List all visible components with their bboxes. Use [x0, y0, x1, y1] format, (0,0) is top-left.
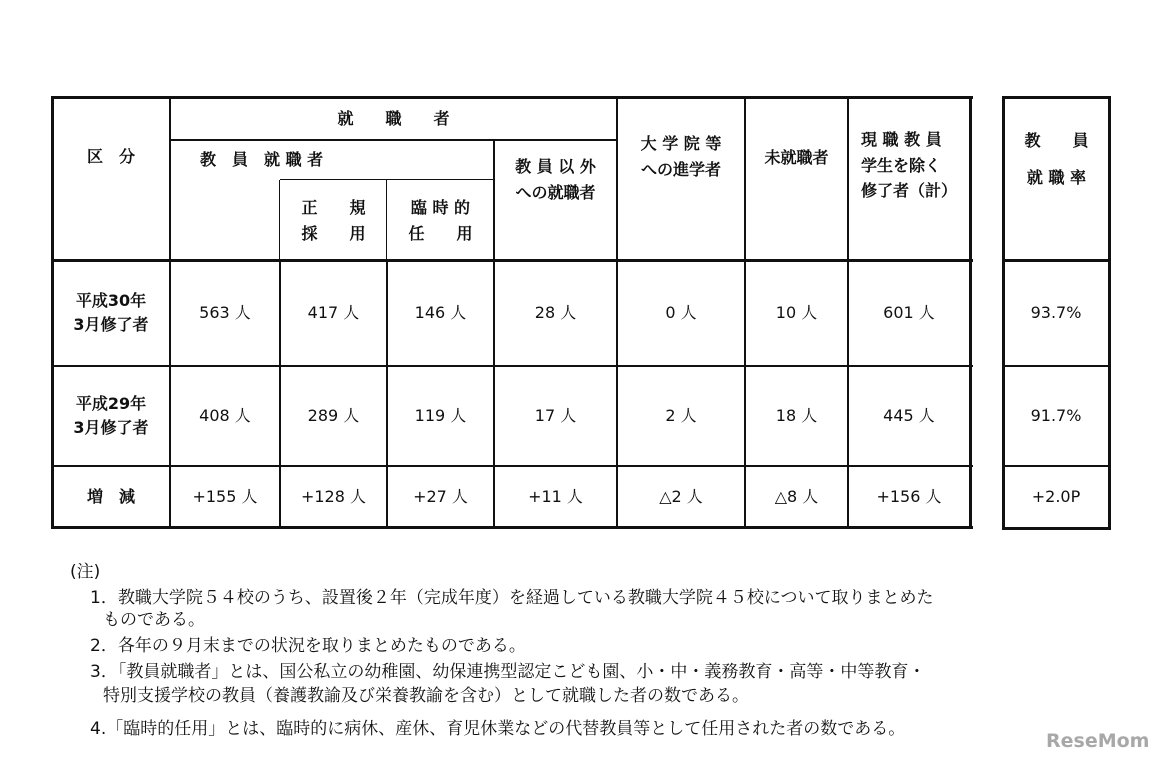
- resemom-watermark-logo: ReseMom: [1046, 730, 1150, 752]
- table-cell: 28 人: [534, 303, 577, 322]
- header-other-employment: 教 員 以 外 への就職者: [515, 157, 596, 202]
- table-rule: [1003, 365, 1109, 367]
- table-cell: 563 人: [199, 303, 251, 322]
- note-line: 特別支援学校の教員（養護教諭及び栄養教諭を含む）として就職した者の数である。: [103, 686, 749, 706]
- table-cell: 289 人: [307, 406, 360, 425]
- note-line: 1．教職大学院５４校のうち、設置後２年（完成年度）を経過している教職大学院４５校について取りまとめた: [90, 588, 934, 608]
- header-unemployed: 未就職者: [764, 148, 829, 167]
- table-cell: 146 人: [414, 303, 467, 322]
- table-cell: 10 人: [775, 303, 818, 322]
- table-cell: +156 人: [876, 487, 942, 506]
- table-cell: +27 人: [413, 487, 468, 506]
- rate-cell: 93.7%: [1030, 303, 1082, 322]
- note-line: 2．各年の９月末までの状況を取りまとめたものである。: [90, 636, 526, 656]
- table-cell: +11 人: [528, 487, 583, 506]
- header-kubun: 区 分: [86, 147, 135, 167]
- table-cell: 445 人: [883, 406, 935, 425]
- rate-cell: 91.7%: [1030, 406, 1082, 425]
- table-cell: +155 人: [192, 487, 258, 506]
- row-label: 平成29年 3月修了者: [73, 394, 149, 437]
- notes-title: (注): [70, 562, 101, 582]
- header-kyoin-shushoku: 教 員 就 職 者: [200, 150, 324, 170]
- table-rule: [1003, 465, 1109, 467]
- table-cell: △8 人: [774, 487, 819, 506]
- header-graduates-total: 現 職 教 員 学生を除く 修了者（計）: [860, 130, 957, 201]
- row-label: 平成30年 3月修了者: [73, 291, 149, 334]
- table-cell: 417 人: [307, 303, 360, 322]
- table-cell: 17 人: [534, 406, 577, 425]
- header-graduate-school: 大 学 院 等 への進学者: [640, 134, 722, 179]
- table-cell: △2 人: [659, 487, 703, 506]
- table-rule: [1003, 259, 1109, 262]
- table-cell: 601 人: [883, 303, 935, 322]
- table-cell: 2 人: [665, 406, 697, 425]
- header-shushokusha: 就 職 者: [337, 108, 450, 128]
- note-line: 4.「臨時的任用」とは、臨時的に病休、産休、育児休業などの代替教員等として任用された者の数である。: [90, 719, 906, 739]
- rate-cell: +2.0P: [1031, 487, 1081, 506]
- header-seiki-saiyo: 正 規 採 用: [301, 198, 366, 243]
- row-label: 増 減: [86, 487, 135, 506]
- table-cell: 18 人: [775, 406, 818, 425]
- table-cell: +128 人: [300, 487, 367, 506]
- note-line: ものである。: [103, 610, 205, 630]
- table-cell: 0 人: [665, 303, 697, 322]
- header-employment-rate: 教 員 就 職 率: [1024, 131, 1089, 187]
- note-line: 3．「教員就職者」とは、国公私立の幼稚園、幼保連携型認定こども園、小・中・義務教育・高等・中等教育・: [90, 662, 926, 682]
- table-cell: 408 人: [199, 406, 251, 425]
- table-cell: 119 人: [414, 406, 467, 425]
- header-rinji-ninyo: 臨 時 的 任 用: [408, 198, 473, 243]
